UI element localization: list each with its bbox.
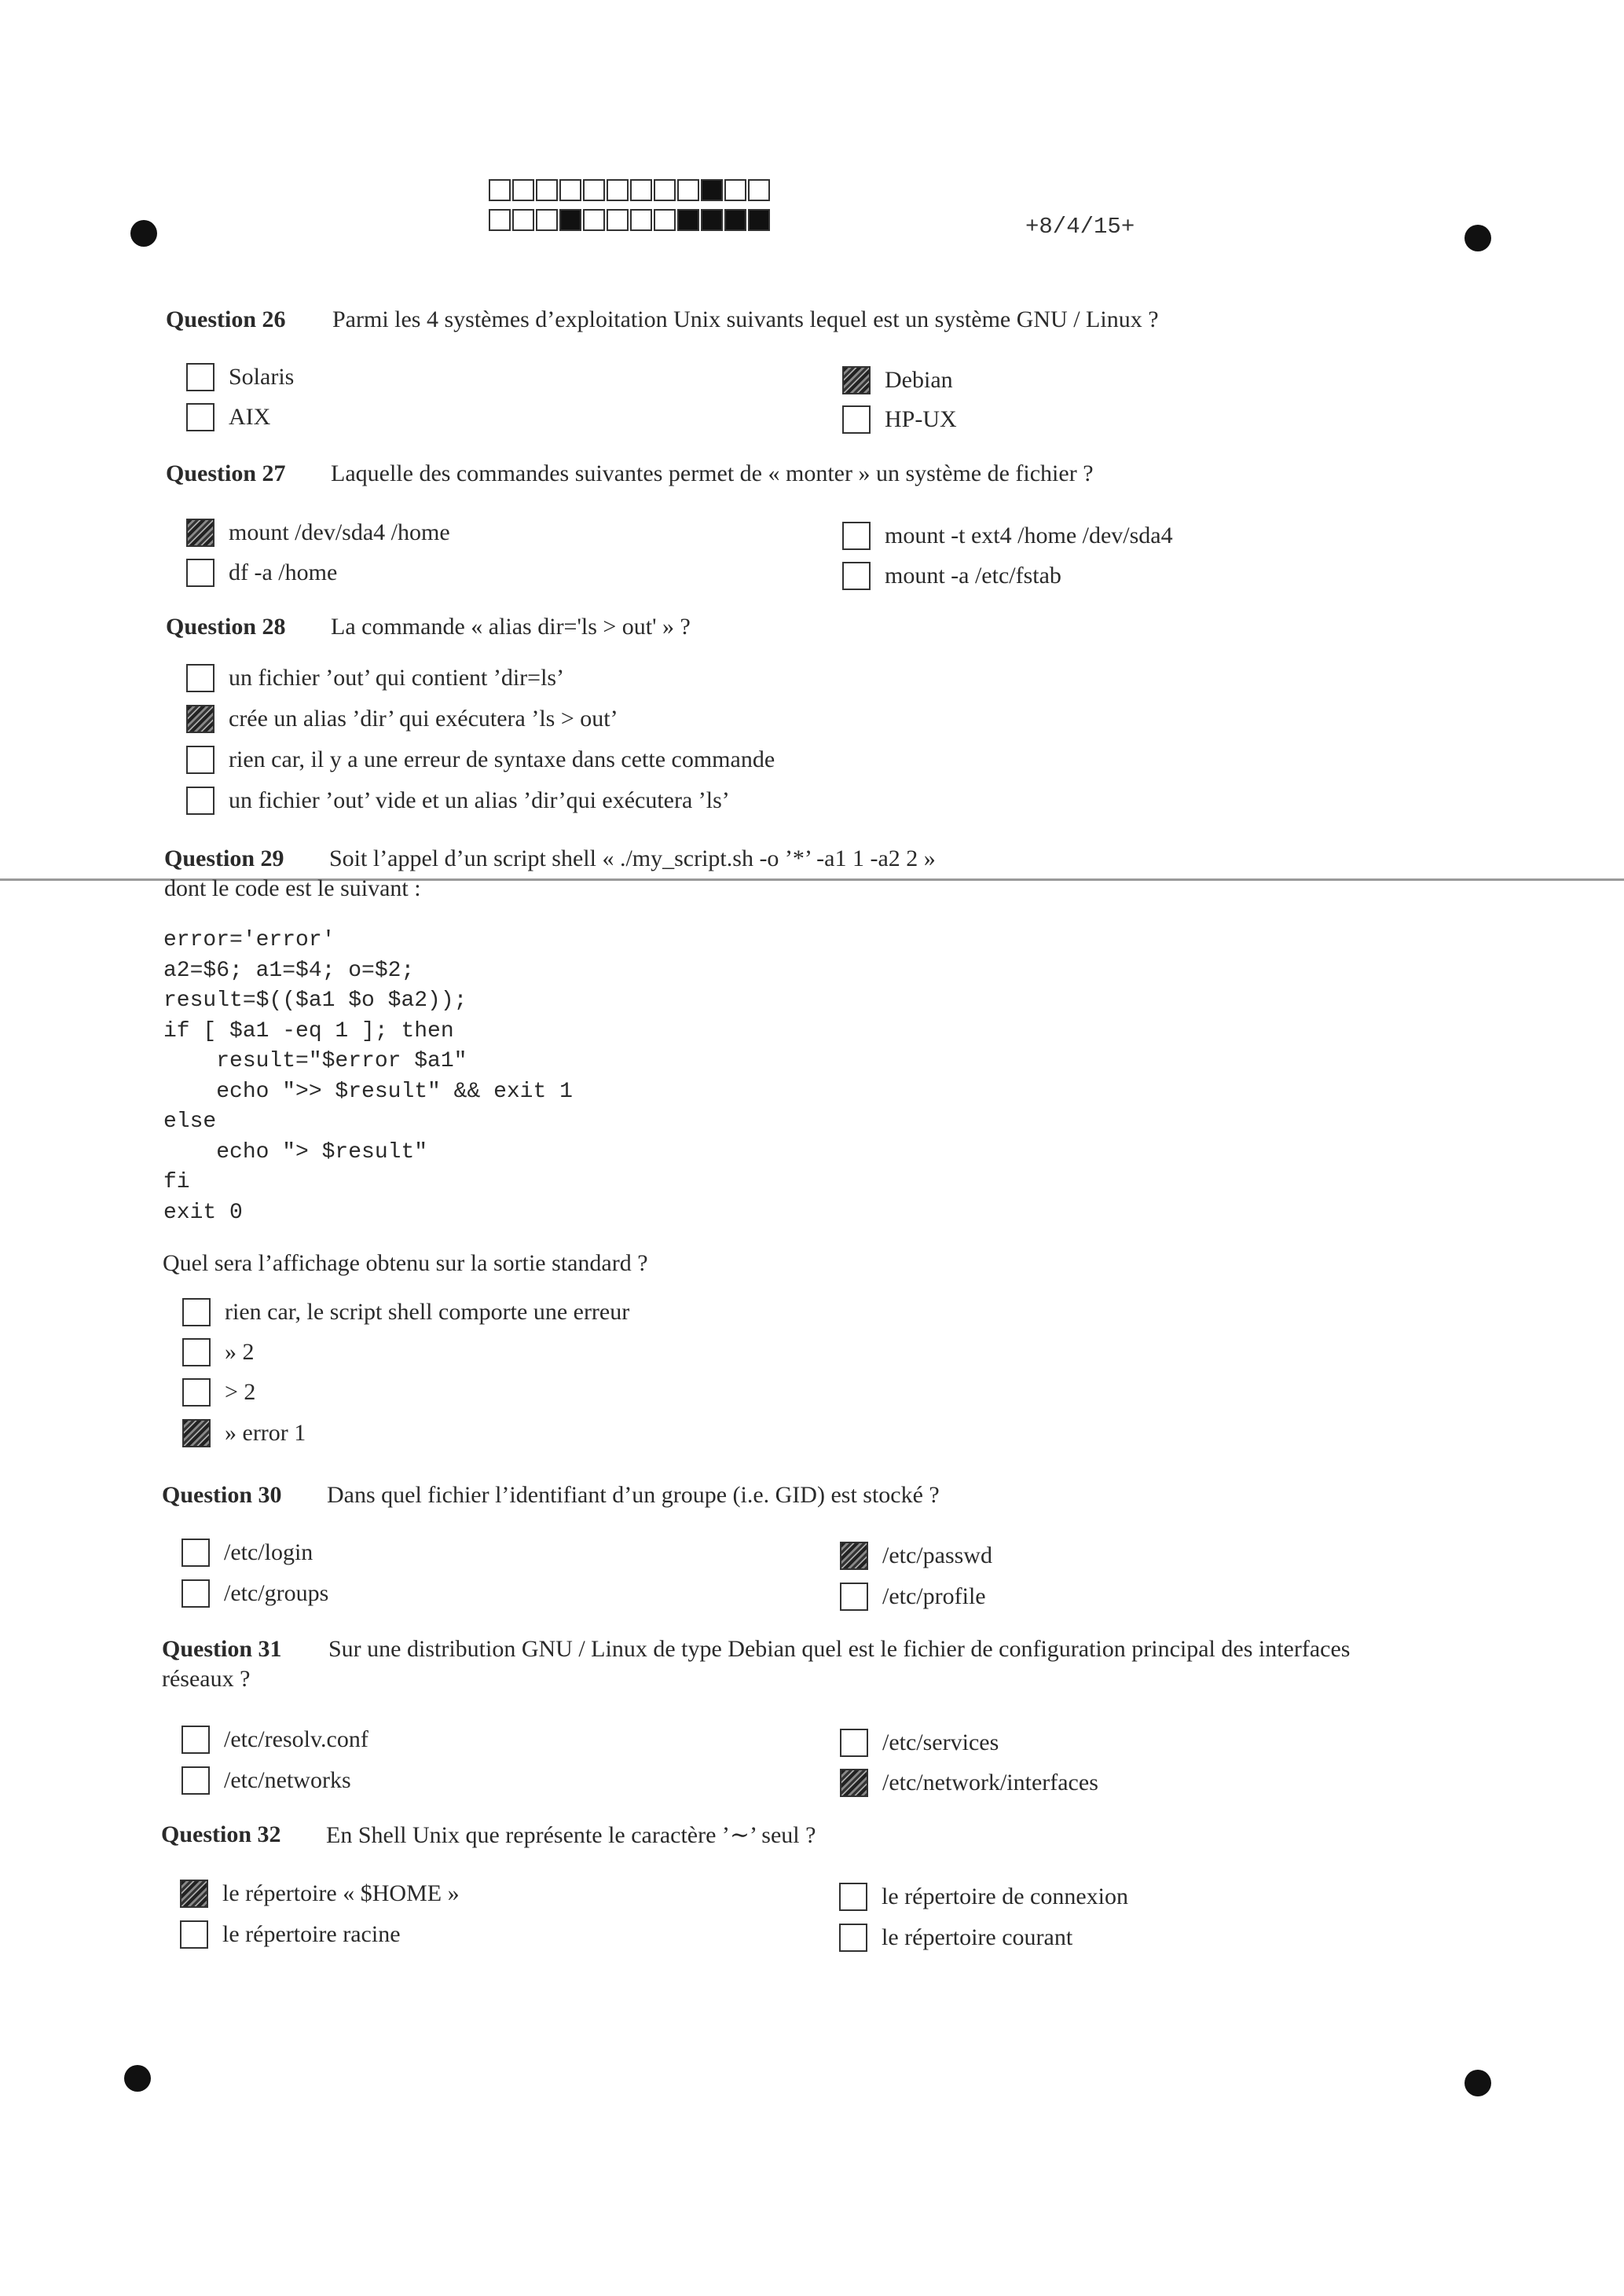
checkbox[interactable] xyxy=(186,746,214,774)
q29-option-1[interactable]: rien car, le script shell comporte une erreur xyxy=(182,1298,629,1326)
registration-mark-bottom-right xyxy=(1465,2070,1491,2096)
barcode-cell xyxy=(701,209,723,231)
question-28-header xyxy=(166,614,691,640)
q31-option-1[interactable]: /etc/resolv.conf xyxy=(181,1726,368,1754)
question-27-header xyxy=(166,460,1094,487)
checkbox[interactable] xyxy=(842,522,871,550)
q32-option-4[interactable]: le répertoire courant xyxy=(839,1924,1072,1952)
q28-option-1[interactable]: un fichier ’out’ qui contient ’dir=ls’ xyxy=(186,664,564,692)
question-text: Parmi les 4 systèmes d’exploitation Unix suivants lequel est un système GNU / Linux ? xyxy=(332,306,1159,332)
checkbox[interactable] xyxy=(182,1419,211,1447)
q26-option-hpux[interactable]: HP-UX xyxy=(842,405,957,434)
page-id: +8/4/15+ xyxy=(1025,214,1135,240)
question-text: En Shell Unix que représente le caractère ’∼’ seul ? xyxy=(326,1822,816,1848)
barcode-cell xyxy=(748,209,770,231)
checkbox[interactable] xyxy=(180,1920,208,1949)
barcode-cell xyxy=(677,179,699,201)
question-31-header xyxy=(162,1636,1351,1663)
q32-option-2[interactable]: le répertoire racine xyxy=(180,1920,401,1949)
question-number: Question 26 xyxy=(166,306,286,332)
barcode-cell xyxy=(583,209,605,231)
question-32-header xyxy=(161,1821,816,1848)
q27-option-3[interactable]: mount -t ext4 /home /dev/sda4 xyxy=(842,522,1173,550)
checkbox[interactable] xyxy=(181,1539,210,1567)
barcode-cell xyxy=(607,179,629,201)
barcode-cell xyxy=(630,209,652,231)
q29-option-4[interactable]: » error 1 xyxy=(182,1419,306,1447)
checkbox[interactable] xyxy=(842,405,871,434)
q27-option-1[interactable]: mount /dev/sda4 /home xyxy=(186,519,450,547)
checkbox[interactable] xyxy=(182,1298,211,1326)
q28-option-4[interactable]: un fichier ’out’ vide et un alias ’dir’qui exécutera ’ls’ xyxy=(186,787,730,815)
question-31-text-continued: réseaux ? xyxy=(162,1666,251,1692)
barcode-cell xyxy=(677,209,699,231)
checkbox[interactable] xyxy=(180,1880,208,1908)
question-text: Sur une distribution GNU / Linux de type Debian quel est le fichier de configuration principal des interfaces xyxy=(328,1636,1351,1662)
question-29-text-continued: dont le code est le suivant : xyxy=(164,875,421,901)
checkbox[interactable] xyxy=(186,363,214,391)
question-text: Soit l’appel d’un script shell « ./my_script.sh -o ’*’ -a1 1 -a2 2 » xyxy=(329,845,936,871)
barcode-row-2 xyxy=(489,209,772,231)
registration-mark-top-left xyxy=(130,220,157,247)
checkbox[interactable] xyxy=(186,559,214,587)
checkbox[interactable] xyxy=(186,664,214,692)
q26-option-debian[interactable]: Debian xyxy=(842,366,953,394)
q26-option-aix[interactable]: AIX xyxy=(186,403,270,431)
checkbox[interactable] xyxy=(181,1766,210,1795)
checkbox[interactable] xyxy=(839,1883,867,1911)
question-26-header xyxy=(166,306,1159,333)
question-text: La commande « alias dir='ls > out' » ? xyxy=(331,614,691,640)
barcode-cell xyxy=(654,209,676,231)
registration-mark-top-right xyxy=(1465,225,1491,251)
q26-option-solaris[interactable]: Solaris xyxy=(186,363,294,391)
checkbox[interactable] xyxy=(182,1378,211,1407)
barcode-row-1 xyxy=(489,179,772,201)
barcode-cell xyxy=(489,179,511,201)
barcode-cell xyxy=(583,179,605,201)
barcode-cell xyxy=(748,179,770,201)
barcode-cell xyxy=(559,209,581,231)
q27-option-2[interactable]: df -a /home xyxy=(186,559,337,587)
question-29-header xyxy=(164,845,936,872)
checkbox[interactable] xyxy=(840,1583,868,1611)
q30-option-4[interactable]: /etc/profile xyxy=(840,1583,986,1611)
q32-option-1[interactable]: le répertoire « $HOME » xyxy=(180,1880,460,1908)
q29-option-2[interactable]: » 2 xyxy=(182,1338,255,1366)
checkbox[interactable] xyxy=(182,1338,211,1366)
barcode-cell xyxy=(724,209,746,231)
q28-option-2[interactable]: crée un alias ’dir’ qui exécutera ’ls > out’ xyxy=(186,705,618,733)
shell-script-code: error='error' a2=$6; a1=$4; o=$2; result=$(($a1 $o $a2)); if [ $a1 -eq 1 ]; then result="$error $a1" echo ">> $result" && exit 1 else echo "> $result" fi exit 0 xyxy=(163,928,573,1225)
question-text: Laquelle des commandes suivantes permet de « monter » un système de fichier ? xyxy=(331,460,1094,486)
q28-option-3[interactable]: rien car, il y a une erreur de syntaxe dans cette commande xyxy=(186,746,775,774)
question-number: Question 32 xyxy=(161,1821,281,1847)
checkbox[interactable] xyxy=(186,519,214,547)
barcode-cell xyxy=(630,179,652,201)
question-29-prompt: Quel sera l’affichage obtenu sur la sortie standard ? xyxy=(163,1250,648,1276)
question-number: Question 31 xyxy=(162,1636,282,1662)
checkbox[interactable] xyxy=(840,1769,868,1797)
q30-option-1[interactable]: /etc/login xyxy=(181,1539,313,1567)
q32-option-3[interactable]: le répertoire de connexion xyxy=(839,1883,1128,1911)
q31-option-4[interactable]: /etc/network/interfaces xyxy=(840,1769,1098,1797)
question-number: Question 29 xyxy=(164,845,284,871)
question-number: Question 30 xyxy=(162,1482,282,1508)
q31-option-3[interactable]: /etc/services xyxy=(840,1729,999,1757)
q30-option-3[interactable]: /etc/passwd xyxy=(840,1542,992,1570)
barcode-cell xyxy=(724,179,746,201)
barcode-cell xyxy=(607,209,629,231)
question-30-header xyxy=(162,1482,940,1509)
barcode-cell xyxy=(489,209,511,231)
q30-option-2[interactable]: /etc/groups xyxy=(181,1579,328,1608)
question-number: Question 27 xyxy=(166,460,286,486)
barcode-cell xyxy=(654,179,676,201)
checkbox[interactable] xyxy=(181,1726,210,1754)
checkbox[interactable] xyxy=(186,705,214,733)
barcode-cell xyxy=(559,179,581,201)
barcode-cell xyxy=(701,179,723,201)
q31-option-2[interactable]: /etc/networks xyxy=(181,1766,351,1795)
checkbox[interactable] xyxy=(840,1542,868,1570)
checkbox[interactable] xyxy=(840,1729,868,1757)
checkbox[interactable] xyxy=(181,1579,210,1608)
checkbox[interactable] xyxy=(186,403,214,431)
question-number: Question 28 xyxy=(166,614,286,640)
barcode-cell xyxy=(512,209,534,231)
q29-option-3[interactable]: > 2 xyxy=(182,1378,255,1407)
checkbox[interactable] xyxy=(842,562,871,590)
barcode-cell xyxy=(512,179,534,201)
checkbox[interactable] xyxy=(842,366,871,394)
checkbox[interactable] xyxy=(186,787,214,815)
registration-mark-bottom-left xyxy=(124,2065,151,2092)
checkbox[interactable] xyxy=(839,1924,867,1952)
question-text: Dans quel fichier l’identifiant d’un groupe (i.e. GID) est stocké ? xyxy=(327,1482,940,1508)
barcode-cell xyxy=(536,179,558,201)
barcode-cell xyxy=(536,209,558,231)
q27-option-4[interactable]: mount -a /etc/fstab xyxy=(842,562,1061,590)
